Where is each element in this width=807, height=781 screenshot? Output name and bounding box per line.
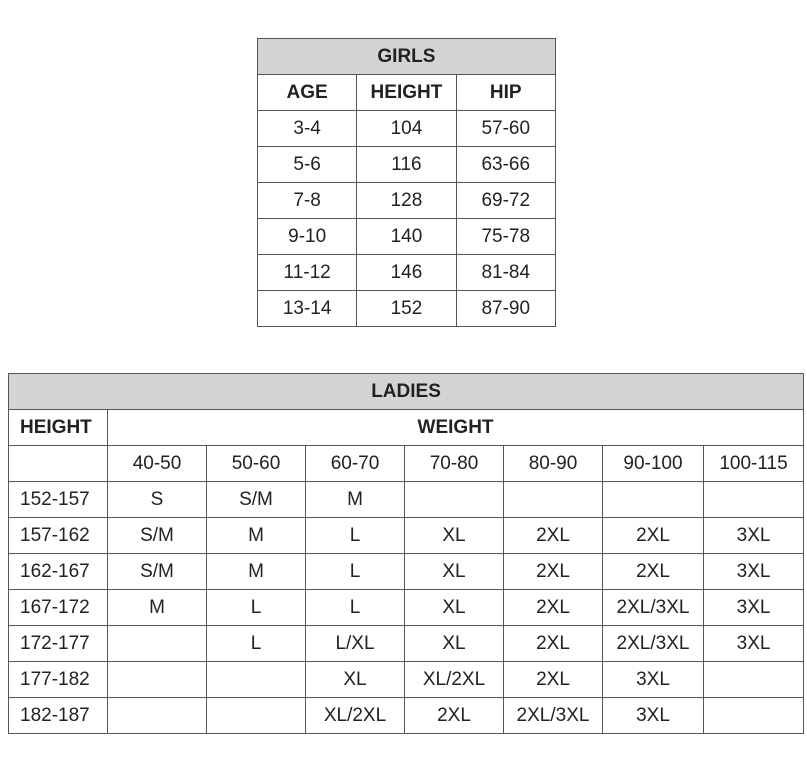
- size-cell: 2XL/3XL: [603, 626, 704, 662]
- girls-height-cell: 146: [357, 255, 456, 291]
- size-cell: M: [306, 482, 405, 518]
- size-cell: S: [108, 482, 207, 518]
- girls-hip-cell: 87-90: [456, 291, 555, 327]
- size-cell: 3XL: [704, 518, 804, 554]
- size-cell: 2XL: [504, 626, 603, 662]
- ladies-height-header: HEIGHT: [9, 410, 108, 446]
- ladies-title: LADIES: [9, 374, 804, 410]
- girls-age-cell: 13-14: [258, 291, 357, 327]
- ladies-height-cell: 167-172: [9, 590, 108, 626]
- size-cell: [108, 662, 207, 698]
- size-cell: XL: [306, 662, 405, 698]
- table-row: [258, 219, 556, 255]
- table-row: [258, 291, 556, 327]
- size-cell: 3XL: [704, 590, 804, 626]
- size-cell: S/M: [108, 554, 207, 590]
- girls-age-cell: 5-6: [258, 147, 357, 183]
- girls-hip-cell: 69-72: [456, 183, 555, 219]
- size-cell: XL: [405, 518, 504, 554]
- weight-range-cell: 40-50: [108, 446, 207, 482]
- size-cell: XL: [405, 554, 504, 590]
- size-cell: L: [306, 590, 405, 626]
- size-cell: 2XL: [504, 554, 603, 590]
- table-row: [9, 518, 804, 554]
- empty-corner-cell: [9, 446, 108, 482]
- size-cell: L: [207, 626, 306, 662]
- size-cell: L/XL: [306, 626, 405, 662]
- girls-age-cell: 3-4: [258, 111, 357, 147]
- girls-height-cell: 104: [357, 111, 456, 147]
- table-row: [9, 482, 804, 518]
- ladies-weight-header: WEIGHT: [108, 410, 804, 446]
- girls-age-cell: 11-12: [258, 255, 357, 291]
- girls-height-cell: 128: [357, 183, 456, 219]
- size-cell: 2XL: [504, 518, 603, 554]
- girls-height-cell: 116: [357, 147, 456, 183]
- table-row: [9, 626, 804, 662]
- size-cell: 2XL: [504, 662, 603, 698]
- size-cell: L: [306, 518, 405, 554]
- girls-age-cell: 9-10: [258, 219, 357, 255]
- size-cell: 2XL: [603, 554, 704, 590]
- size-cell: S/M: [207, 482, 306, 518]
- girls-hip-cell: 75-78: [456, 219, 555, 255]
- size-cell: [704, 482, 804, 518]
- size-cell: 2XL: [603, 518, 704, 554]
- size-cell: 3XL: [603, 698, 704, 734]
- girls-header-height: HEIGHT: [357, 75, 456, 111]
- table-row: [258, 183, 556, 219]
- weight-range-cell: 100-115: [704, 446, 804, 482]
- girls-hip-cell: 81-84: [456, 255, 555, 291]
- size-cell: XL/2XL: [306, 698, 405, 734]
- size-cell: 3XL: [704, 554, 804, 590]
- girls-hip-cell: 63-66: [456, 147, 555, 183]
- ladies-size-table: [8, 373, 804, 734]
- girls-size-table: [257, 38, 556, 327]
- size-cell: 3XL: [704, 626, 804, 662]
- ladies-height-cell: 182-187: [9, 698, 108, 734]
- size-cell: 2XL/3XL: [603, 590, 704, 626]
- girls-hip-cell: 57-60: [456, 111, 555, 147]
- ladies-height-cell: 172-177: [9, 626, 108, 662]
- size-cell: [108, 626, 207, 662]
- ladies-height-cell: 157-162: [9, 518, 108, 554]
- size-cell: [207, 662, 306, 698]
- girls-height-cell: 140: [357, 219, 456, 255]
- table-row: [258, 255, 556, 291]
- girls-title: GIRLS: [258, 39, 556, 75]
- size-cell: [207, 698, 306, 734]
- weight-range-cell: 70-80: [405, 446, 504, 482]
- size-cell: [603, 482, 704, 518]
- size-cell: 3XL: [603, 662, 704, 698]
- size-cell: M: [108, 590, 207, 626]
- weight-range-cell: 60-70: [306, 446, 405, 482]
- size-cell: S/M: [108, 518, 207, 554]
- table-row: [9, 662, 804, 698]
- ladies-height-cell: 162-167: [9, 554, 108, 590]
- weight-range-cell: 90-100: [603, 446, 704, 482]
- table-row: [9, 698, 804, 734]
- size-cell: [704, 698, 804, 734]
- table-row: [258, 111, 556, 147]
- size-cell: XL: [405, 590, 504, 626]
- table-row: [258, 147, 556, 183]
- size-cell: [405, 482, 504, 518]
- girls-age-cell: 7-8: [258, 183, 357, 219]
- size-cell: M: [207, 554, 306, 590]
- size-cell: [504, 482, 603, 518]
- weight-range-cell: 80-90: [504, 446, 603, 482]
- table-row: [9, 590, 804, 626]
- size-cell: XL: [405, 626, 504, 662]
- girls-height-cell: 152: [357, 291, 456, 327]
- size-cell: 2XL: [405, 698, 504, 734]
- size-cell: L: [207, 590, 306, 626]
- weight-range-row: [9, 446, 804, 482]
- girls-header-hip: HIP: [456, 75, 555, 111]
- table-row: [9, 554, 804, 590]
- size-cell: 2XL/3XL: [504, 698, 603, 734]
- ladies-height-cell: 152-157: [9, 482, 108, 518]
- size-cell: XL/2XL: [405, 662, 504, 698]
- size-cell: [704, 662, 804, 698]
- size-cell: 2XL: [504, 590, 603, 626]
- girls-header-age: AGE: [258, 75, 357, 111]
- size-cell: [108, 698, 207, 734]
- size-cell: M: [207, 518, 306, 554]
- ladies-height-cell: 177-182: [9, 662, 108, 698]
- weight-range-cell: 50-60: [207, 446, 306, 482]
- size-cell: L: [306, 554, 405, 590]
